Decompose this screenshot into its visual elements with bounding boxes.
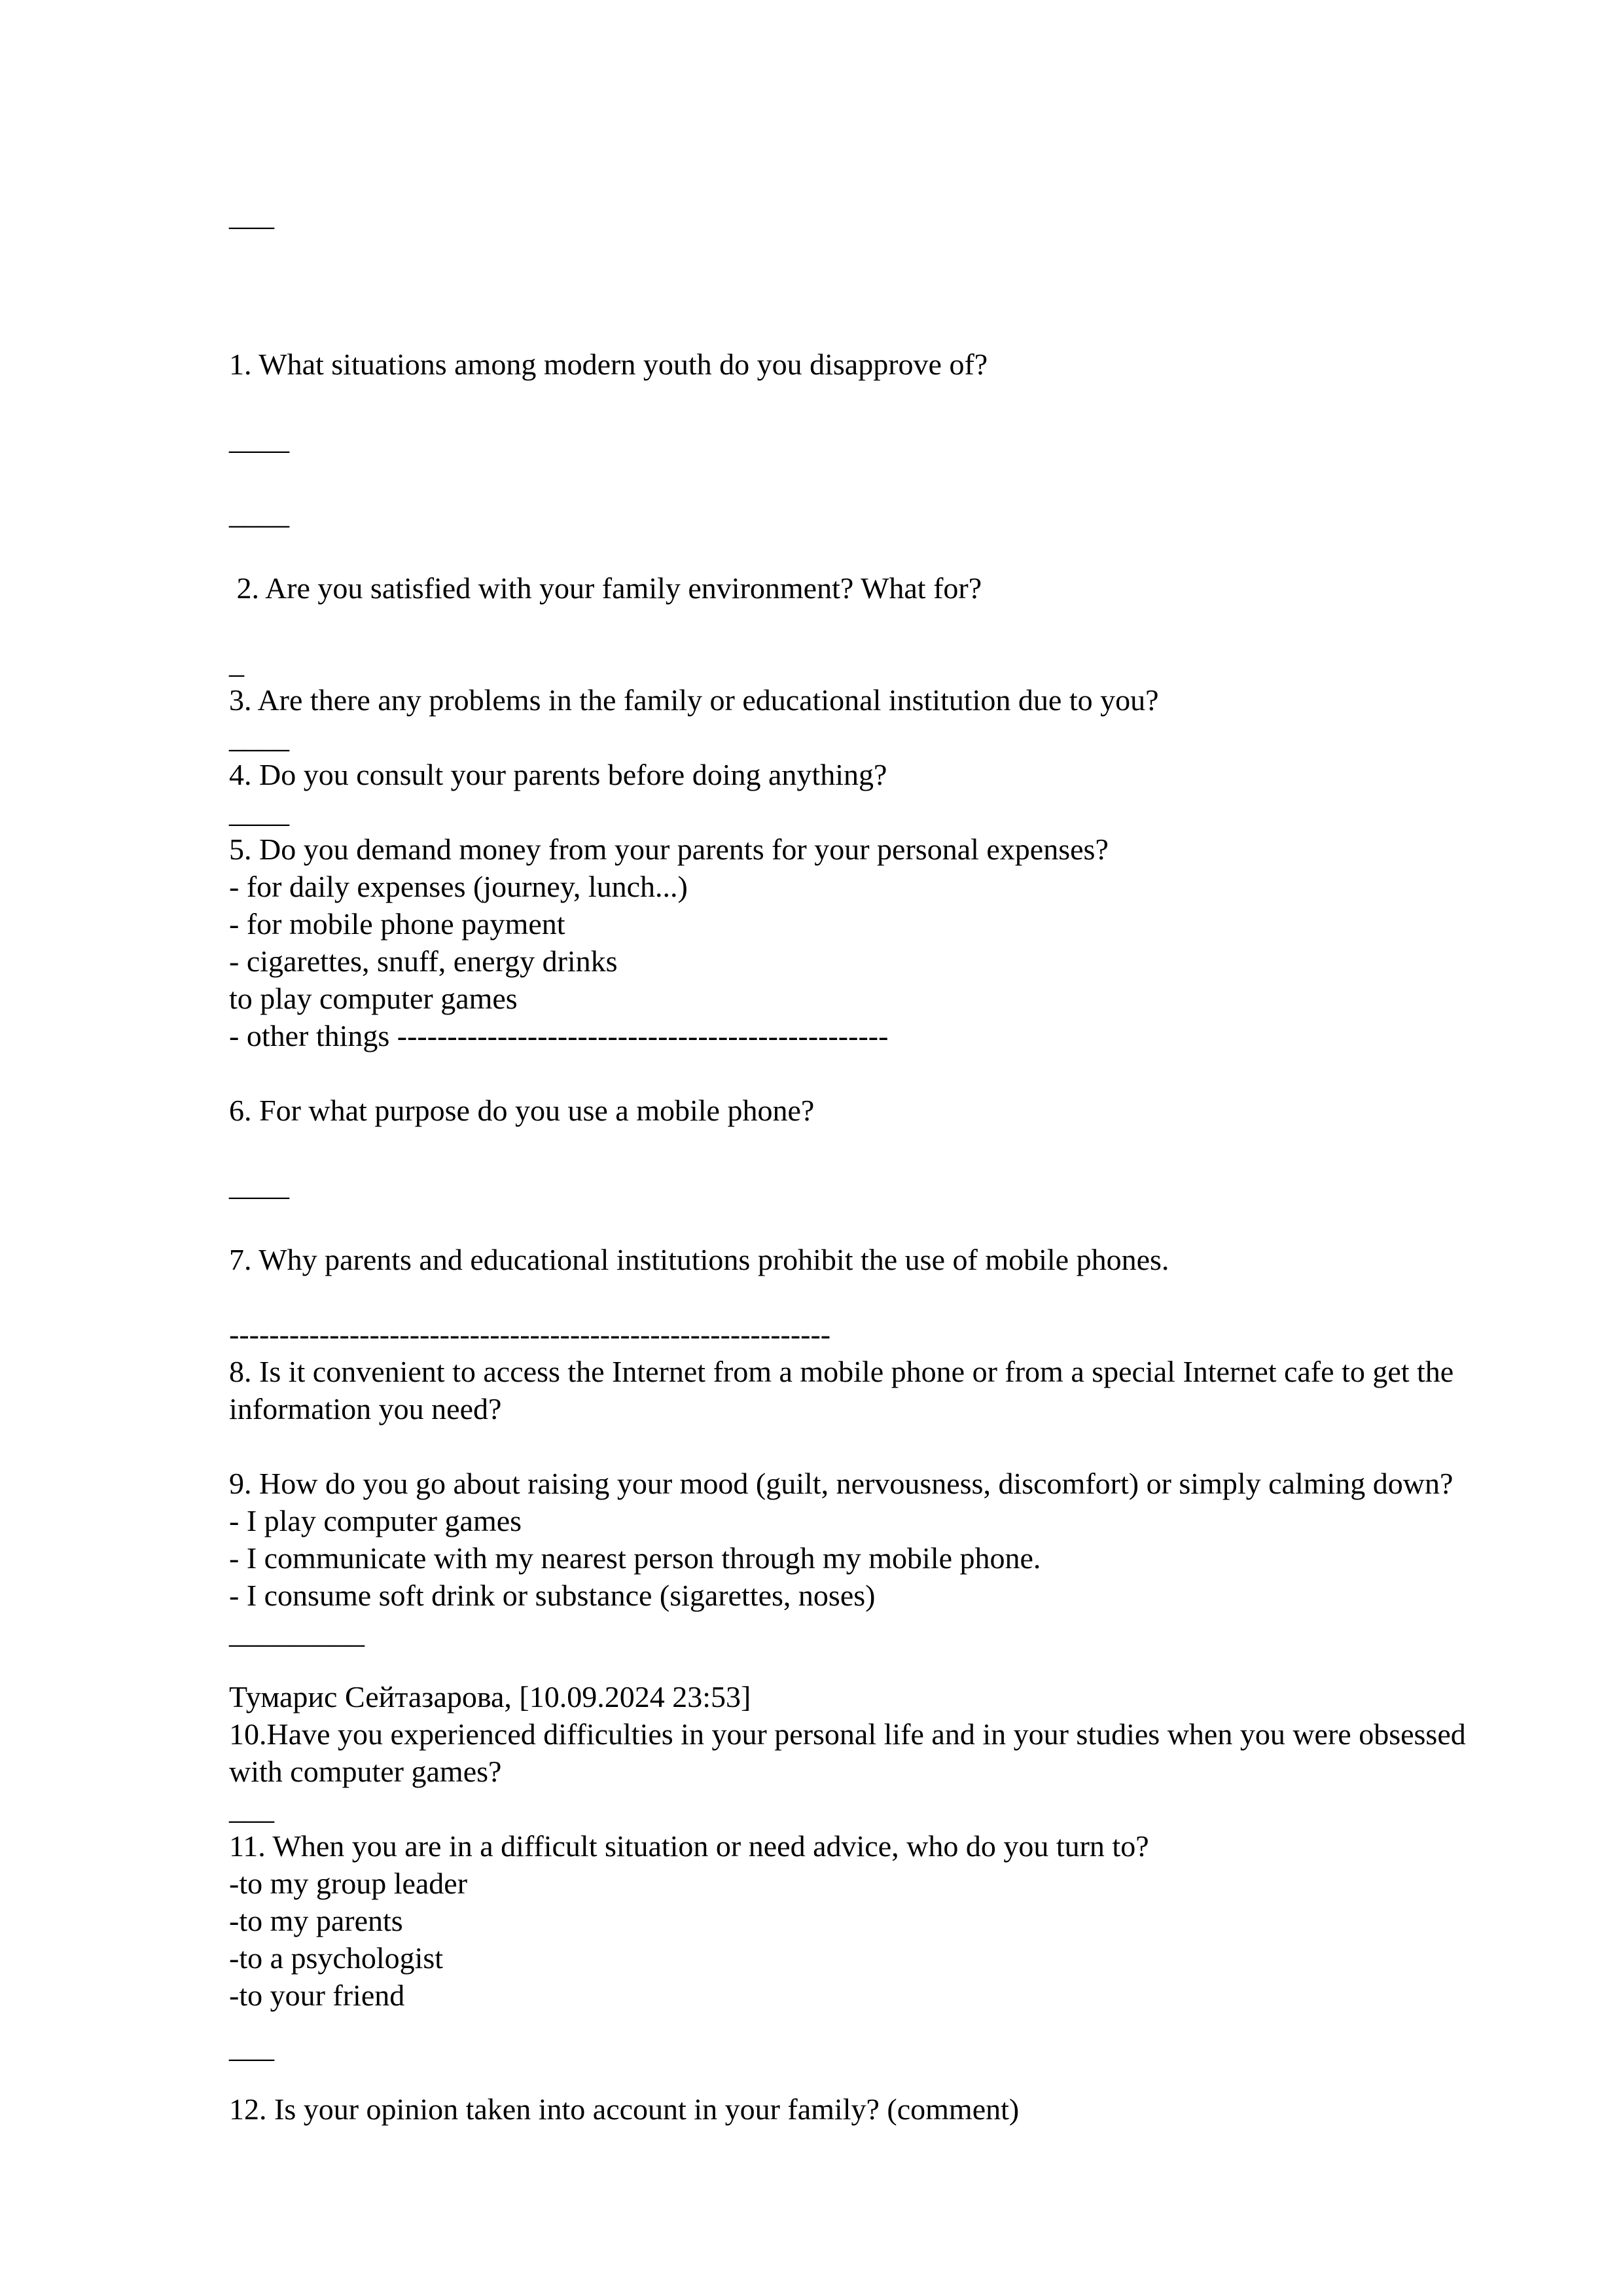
option-line: - for mobile phone payment bbox=[229, 907, 565, 941]
author-timestamp-line: Тумарис Сейтазарова, [10.09.2024 23:53] bbox=[229, 1680, 751, 1713]
text-line: 8. Is it convenient to access the Internet from a mobile phone or from a special Internet cafe to get the bbox=[229, 1355, 1454, 1388]
underscore-line: _________ bbox=[229, 1616, 365, 1649]
underscore-line: ____ bbox=[229, 422, 289, 456]
blank-line bbox=[229, 271, 1558, 308]
underscore-line: ____ bbox=[229, 721, 289, 754]
text-line: 7. Why parents and educational institutions prohibit the use of mobile phones. bbox=[229, 1243, 1169, 1276]
option-line: - for daily expenses (journey, lunch...) bbox=[229, 870, 688, 903]
blank-line bbox=[229, 1054, 1558, 1092]
blank-line bbox=[229, 1129, 1558, 1166]
text-line: 6. For what purpose do you use a mobile phone? bbox=[229, 1094, 815, 1127]
text-line: 2. Are you satisfied with your family environment? What for? bbox=[229, 571, 982, 605]
blank-line bbox=[229, 308, 1558, 346]
underscore-line: ____ bbox=[229, 795, 289, 829]
document-lines bbox=[229, 196, 1558, 2128]
blank-line bbox=[229, 383, 1558, 420]
blank-line bbox=[229, 532, 1558, 569]
text-line: 4. Do you consult your parents before doing anything? bbox=[229, 758, 887, 791]
option-line: - I communicate with my nearest person through my mobile phone. bbox=[229, 1541, 1041, 1575]
underscore-line: ___ bbox=[229, 2030, 274, 2064]
text-line: information you need? bbox=[229, 1392, 502, 1426]
blank-line bbox=[229, 1427, 1558, 1465]
blank-line bbox=[229, 457, 1558, 495]
blank-line bbox=[229, 234, 1558, 271]
blank-line bbox=[229, 1278, 1558, 1316]
option-line: to play computer games bbox=[229, 982, 518, 1015]
option-line: -to a psychologist bbox=[229, 1941, 444, 1975]
text-line: 11. When you are in a difficult situation or need advice, who do you turn to? bbox=[229, 1829, 1149, 1863]
option-line: - I play computer games bbox=[229, 1504, 522, 1537]
text-line: with computer games? bbox=[229, 1755, 502, 1788]
option-line: -to my group leader bbox=[229, 1867, 468, 1900]
text-line: 12. Is your opinion taken into account in your family? (comment) bbox=[229, 2092, 1020, 2126]
dash-separator-line: ------------------------------------------------------------ bbox=[229, 1318, 831, 1351]
blank-line bbox=[229, 1204, 1558, 1241]
text-line: 9. How do you go about raising your mood (guilt, nervousness, discomfort) or simply calming down? bbox=[229, 1467, 1454, 1500]
blank-line bbox=[229, 607, 1558, 644]
underscore-line: _ bbox=[229, 646, 244, 679]
option-line: -to my parents bbox=[229, 1904, 403, 1937]
text-line: 3. Are there any problems in the family or educational institution due to you? bbox=[229, 683, 1159, 717]
option-dash-line: - other things ------------------------------------------------- bbox=[229, 1019, 889, 1052]
option-line: -to your friend bbox=[229, 1979, 405, 2012]
option-line: - I consume soft drink or substance (sigarettes, noses) bbox=[229, 1579, 876, 1612]
underscore-line: ___ bbox=[229, 198, 274, 232]
underscore-line: ____ bbox=[229, 1168, 289, 1202]
underscore-line: ____ bbox=[229, 497, 289, 530]
underscore-line: ___ bbox=[229, 1792, 274, 1825]
text-line: 1. What situations among modern youth do you disapprove of? bbox=[229, 348, 988, 381]
option-line: - cigarettes, snuff, energy drinks bbox=[229, 944, 618, 978]
text-line: 10.Have you experienced difficulties in your personal life and in your studies when you were obsessed bbox=[229, 1717, 1466, 1751]
text-line: 5. Do you demand money from your parents for your personal expenses? bbox=[229, 833, 1109, 866]
